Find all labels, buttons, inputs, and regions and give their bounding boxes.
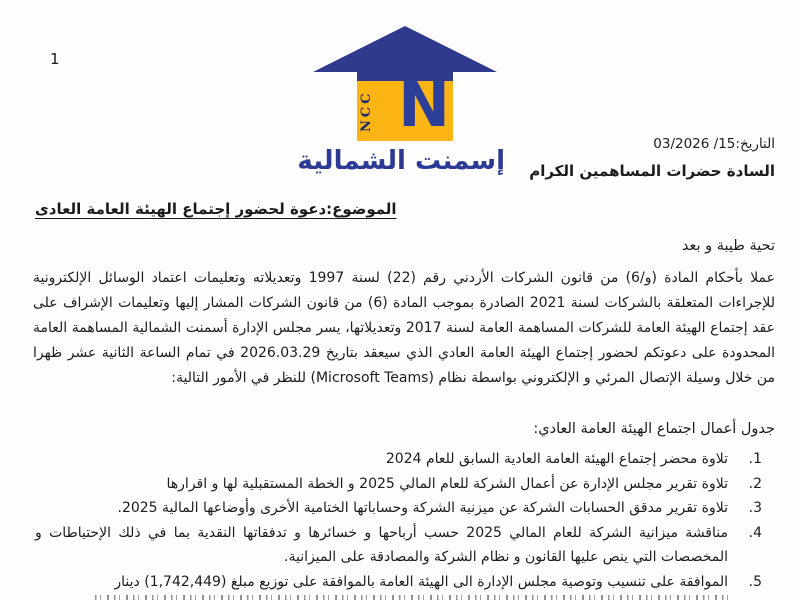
logo-ncc-vertical-text: NCC xyxy=(359,90,374,132)
agenda-item-text: الموافقة على تنسيب وتوصية مجلس الإدارة الى الهيئة العامة بالموافقة على توزيع مبلغ (1,742,449) دينار xyxy=(114,573,728,590)
agenda-item xyxy=(35,521,762,570)
agenda-item-number: 3. xyxy=(748,500,762,516)
company-name-arabic: إسمنت الشمالية xyxy=(297,146,505,176)
agenda-item-text: مناقشة ميزانية الشركة للعام المالي 2025 حسب أرباحها و خسائرها و تدفقاتها النقدية بما في ذلك الإحتياطات و المخصصات التي ينص عليها القانون و نظام الشركة والمصادقة على الميزانية. xyxy=(35,524,728,565)
agenda-item xyxy=(35,447,762,472)
agenda-item xyxy=(35,472,762,497)
agenda-item-number: 2. xyxy=(748,475,762,492)
agenda-item-number: 1. xyxy=(748,451,762,467)
agenda-list xyxy=(35,447,762,594)
agenda-item-text: تلاوة تقرير مجلس الإدارة عن أعمال الشركة للعام المالي 2025 و الخطة المستقبلية لها و اقرارها xyxy=(166,475,728,492)
agenda-item-number: 5. xyxy=(748,573,762,590)
agenda-item xyxy=(35,496,762,521)
logo-arrow-icon xyxy=(313,26,497,72)
subject-line: الموضوع:دعوة لحضور إجتماع الهيئة العامة العادى xyxy=(35,200,397,218)
page-number: 1 xyxy=(50,50,60,68)
invitation-paragraph: عملا بأحكام المادة ⁦(6/و)⁩ من قانون الشركات الأردني رقم (22) لسنة 1997 وتعديلاته وتعليمات اعتماد الوسائل الإلكترونية للإجراءات المتعلقة بالشركات لسنة 2021 الصادرة بموجب المادة (6) من قانون الشركات المشار إليها وتعليمات الإشراف على عقد إجتماع الهيئة العامة للشركات المساهمة العامة لسنة 2017 وتعديلاتها، يسر مجلس الإدارة أسمنت الشمالية المساهمة العامة المحدودة على دعوتكم لحضور إجتماع الهيئة العامة العادي الذي سيعقد بتاريخ 2026.03.29 في تمام الساعة الثانية عشر ظهرا من خلال وسيلة الإتصال المرئي و الإلكتروني بواسطة نظام (Microsoft Teams) للنظر في الأمور التالية: xyxy=(33,270,775,386)
logo-n-letter: N xyxy=(398,68,450,141)
agenda-item-text: تلاوة تقرير مدقق الحسابات الشركة عن ميزنية الشركة وحساباتها الختامية الأخرى وأوضاعها المالية 2025. xyxy=(117,500,728,516)
addressee-line: السادة حضرات المساهمين الكرام xyxy=(529,162,775,180)
company-logo xyxy=(297,26,505,176)
agenda-item-number: 4. xyxy=(748,524,762,541)
greeting-line: تحية طيبة و بعد xyxy=(681,238,775,254)
date-line: التاريخ:15/ 03/2026 xyxy=(653,136,775,152)
agenda-item-text: تلاوة محضر إجتماع الهيئة العامة العادية السابق للعام 2024 xyxy=(385,451,728,467)
agenda-item xyxy=(35,570,762,595)
clipped-text-remnant xyxy=(95,595,730,600)
agenda-heading: جدول أعمال اجتماع الهيئة العامة العادي: xyxy=(533,421,775,437)
logo-square xyxy=(357,68,453,141)
